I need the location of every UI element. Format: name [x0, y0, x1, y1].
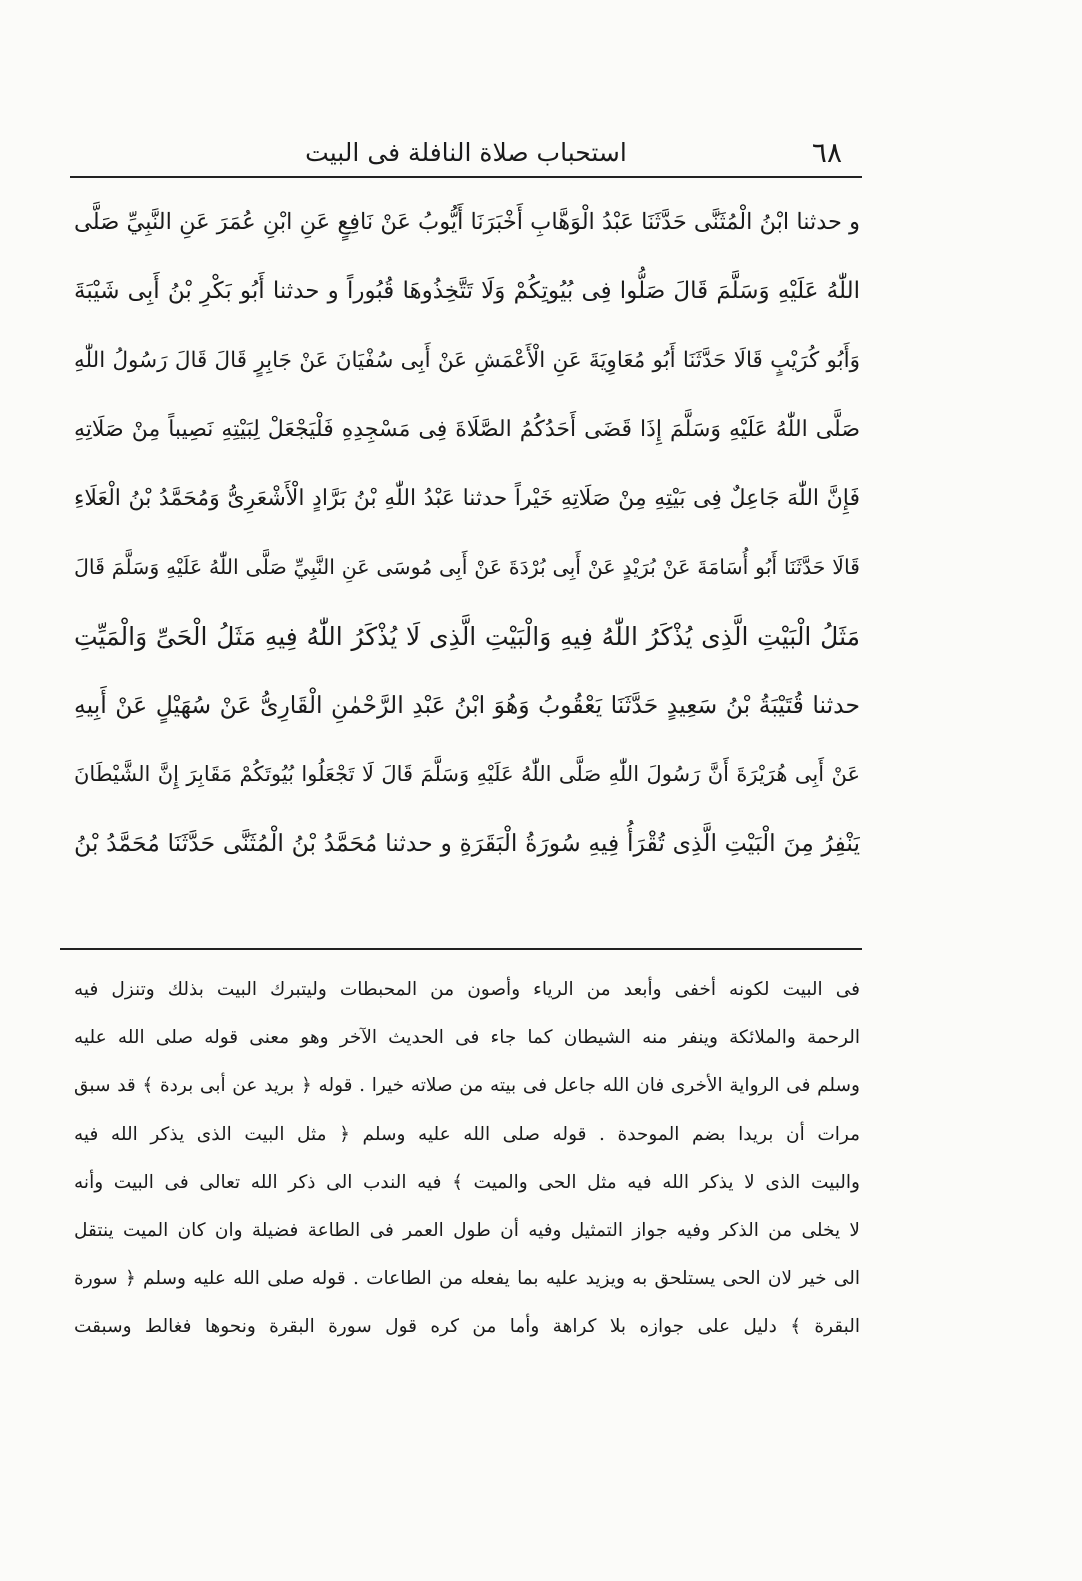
hadith-line: صَلَّى اللّٰهُ عَلَيْهِ وَسَلَّمَ إِذَا قَضَى أَحَدُكُمُ الصَّلَاةَ فِى مَسْجِدِهِ فَلْيَجْعَلْ لِبَيْتِهِ نَصِيباً مِنْ صَلَاتِهِ: [74, 417, 860, 442]
hadith-text: [74, 188, 860, 878]
commentary-text: [74, 966, 860, 1352]
commentary-line: الرحمة والملائكة وينفر منه الشيطان كما جاء فى الحديث الآخر وهو معنى قوله صلى الله عليه: [74, 1027, 860, 1049]
commentary-line: فى البيت لكونه أخفى وأبعد من الرياء وأصون من المحبطات وليتبرك البيت بذلك وتنزل فيه: [74, 979, 860, 1000]
footnote-rule: [60, 948, 862, 950]
hadith-line: اللّٰهُ عَلَيْهِ وَسَلَّمَ قَالَ صَلُّوا فِى بُيُوتِكُمْ وَلَا تَتَّخِذُوهَا قُبُوراً و حدثنا أَبُو بَكْرِ بْنُ أَبِى شَيْبَةَ: [74, 278, 860, 304]
commentary-line: الى خير لان الحى يستلحق به ويزيد عليه بما يفعله من الطاعات . قوله صلى الله عليه وسلم ﴿ سورة: [74, 1268, 860, 1290]
hadith-line: يَنْفِرُ مِنَ الْبَيْتِ الَّذِى تُقْرَأُ فِيهِ سُورَةُ الْبَقَرَةِ و حدثنا مُحَمَّدُ بْنُ الْمُثَنَّى حَدَّثَنَا مُحَمَّدُ بْنُ: [74, 829, 860, 857]
commentary-line: وسلم فى الرواية الأخرى فان الله جاعل فى بيته من صلاته خيرا . قوله ﴿ بريد عن أبى بردة ﴾ قد سبق: [74, 1075, 860, 1097]
running-head: [70, 132, 862, 174]
hadith-line: مَثَلُ الْبَيْتِ الَّذِى يُذْكَرُ اللّٰهُ فِيهِ وَالْبَيْتِ الَّذِى لَا يُذْكَرُ اللّٰهُ فِيهِ مَثَلُ الْحَىِّ وَالْمَيِّتِ: [74, 622, 860, 651]
page-number: ٦٨: [811, 136, 842, 169]
commentary-line: لا يخلى من الذكر وفيه جواز التمثيل وفيه أن طول العمر فى الطاعة فضيلة وان كان الميت ينتقل: [74, 1219, 860, 1241]
hadith-line: وَأَبُو كُرَيْبٍ قَالَا حَدَّثَنَا أَبُو مُعَاوِيَةَ عَنِ الْأَعْمَشِ عَنْ أَبِى سُفْيَانَ عَنْ جَابِرٍ قَالَ قَالَ رَسُولُ اللّٰهِ: [74, 348, 860, 373]
hadith-line: فَإِنَّ اللّٰهَ جَاعِلٌ فِى بَيْتِهِ مِنْ صَلَاتِهِ خَيْراً حدثنا عَبْدُ اللّٰهِ بْنُ بَرَّادٍ الْأَشْعَرِىُّ وَمُحَمَّدُ بْنُ الْعَلَاءِ: [74, 486, 860, 511]
header-rule: [70, 176, 862, 178]
hadith-line: و حدثنا ابْنُ الْمُثَنَّى حَدَّثَنَا عَبْدُ الْوَهَّابِ أَخْبَرَنَا أَيُّوبُ عَنْ نَافِعٍ عَنِ ابْنِ عُمَرَ عَنِ النَّبِيِّ صَلَّى: [74, 209, 860, 235]
header-title: استحباب صلاة النافلة فى البيت: [305, 138, 627, 167]
commentary-line: مرات أن بريدا بضم الموحدة . قوله صلى الله عليه وسلم ﴿ مثل البيت الذى يذكر الله فيه: [74, 1123, 860, 1145]
hadith-line: حدثنا قُتَيْبَةُ بْنُ سَعِيدٍ حَدَّثَنَا يَعْقُوبُ وَهُوَ ابْنُ عَبْدِ الرَّحْمٰنِ الْقَارِىُّ عَنْ سُهَيْلٍ عَنْ أَبِيهِ: [74, 691, 860, 719]
hadith-line: قَالَا حَدَّثَنَا أَبُو أُسَامَةَ عَنْ بُرَيْدٍ عَنْ أَبِى بُرْدَةَ عَنْ أَبِى مُوسَى عَنِ النَّبِيِّ صَلَّى اللّٰهُ عَلَيْهِ وَسَلَّمَ قَالَ: [74, 555, 860, 579]
hadith-line: عَنْ أَبِى هُرَيْرَةَ أَنَّ رَسُولَ اللّٰهِ صَلَّى اللّٰهُ عَلَيْهِ وَسَلَّمَ قَالَ لَا تَجْعَلُوا بُيُوتَكُمْ مَقَابِرَ إِنَّ الشَّيْطَانَ: [74, 762, 860, 786]
commentary-line: والبيت الذى لا يذكر الله فيه مثل الحى والميت ﴾ فيه الندب الى ذكر الله تعالى فى البيت وأنه: [74, 1171, 860, 1193]
commentary-line: البقرة ﴾ دليل على جوازه بلا كراهة وأما من كره قول سورة البقرة ونحوها فغالط وسبقت: [74, 1316, 860, 1338]
